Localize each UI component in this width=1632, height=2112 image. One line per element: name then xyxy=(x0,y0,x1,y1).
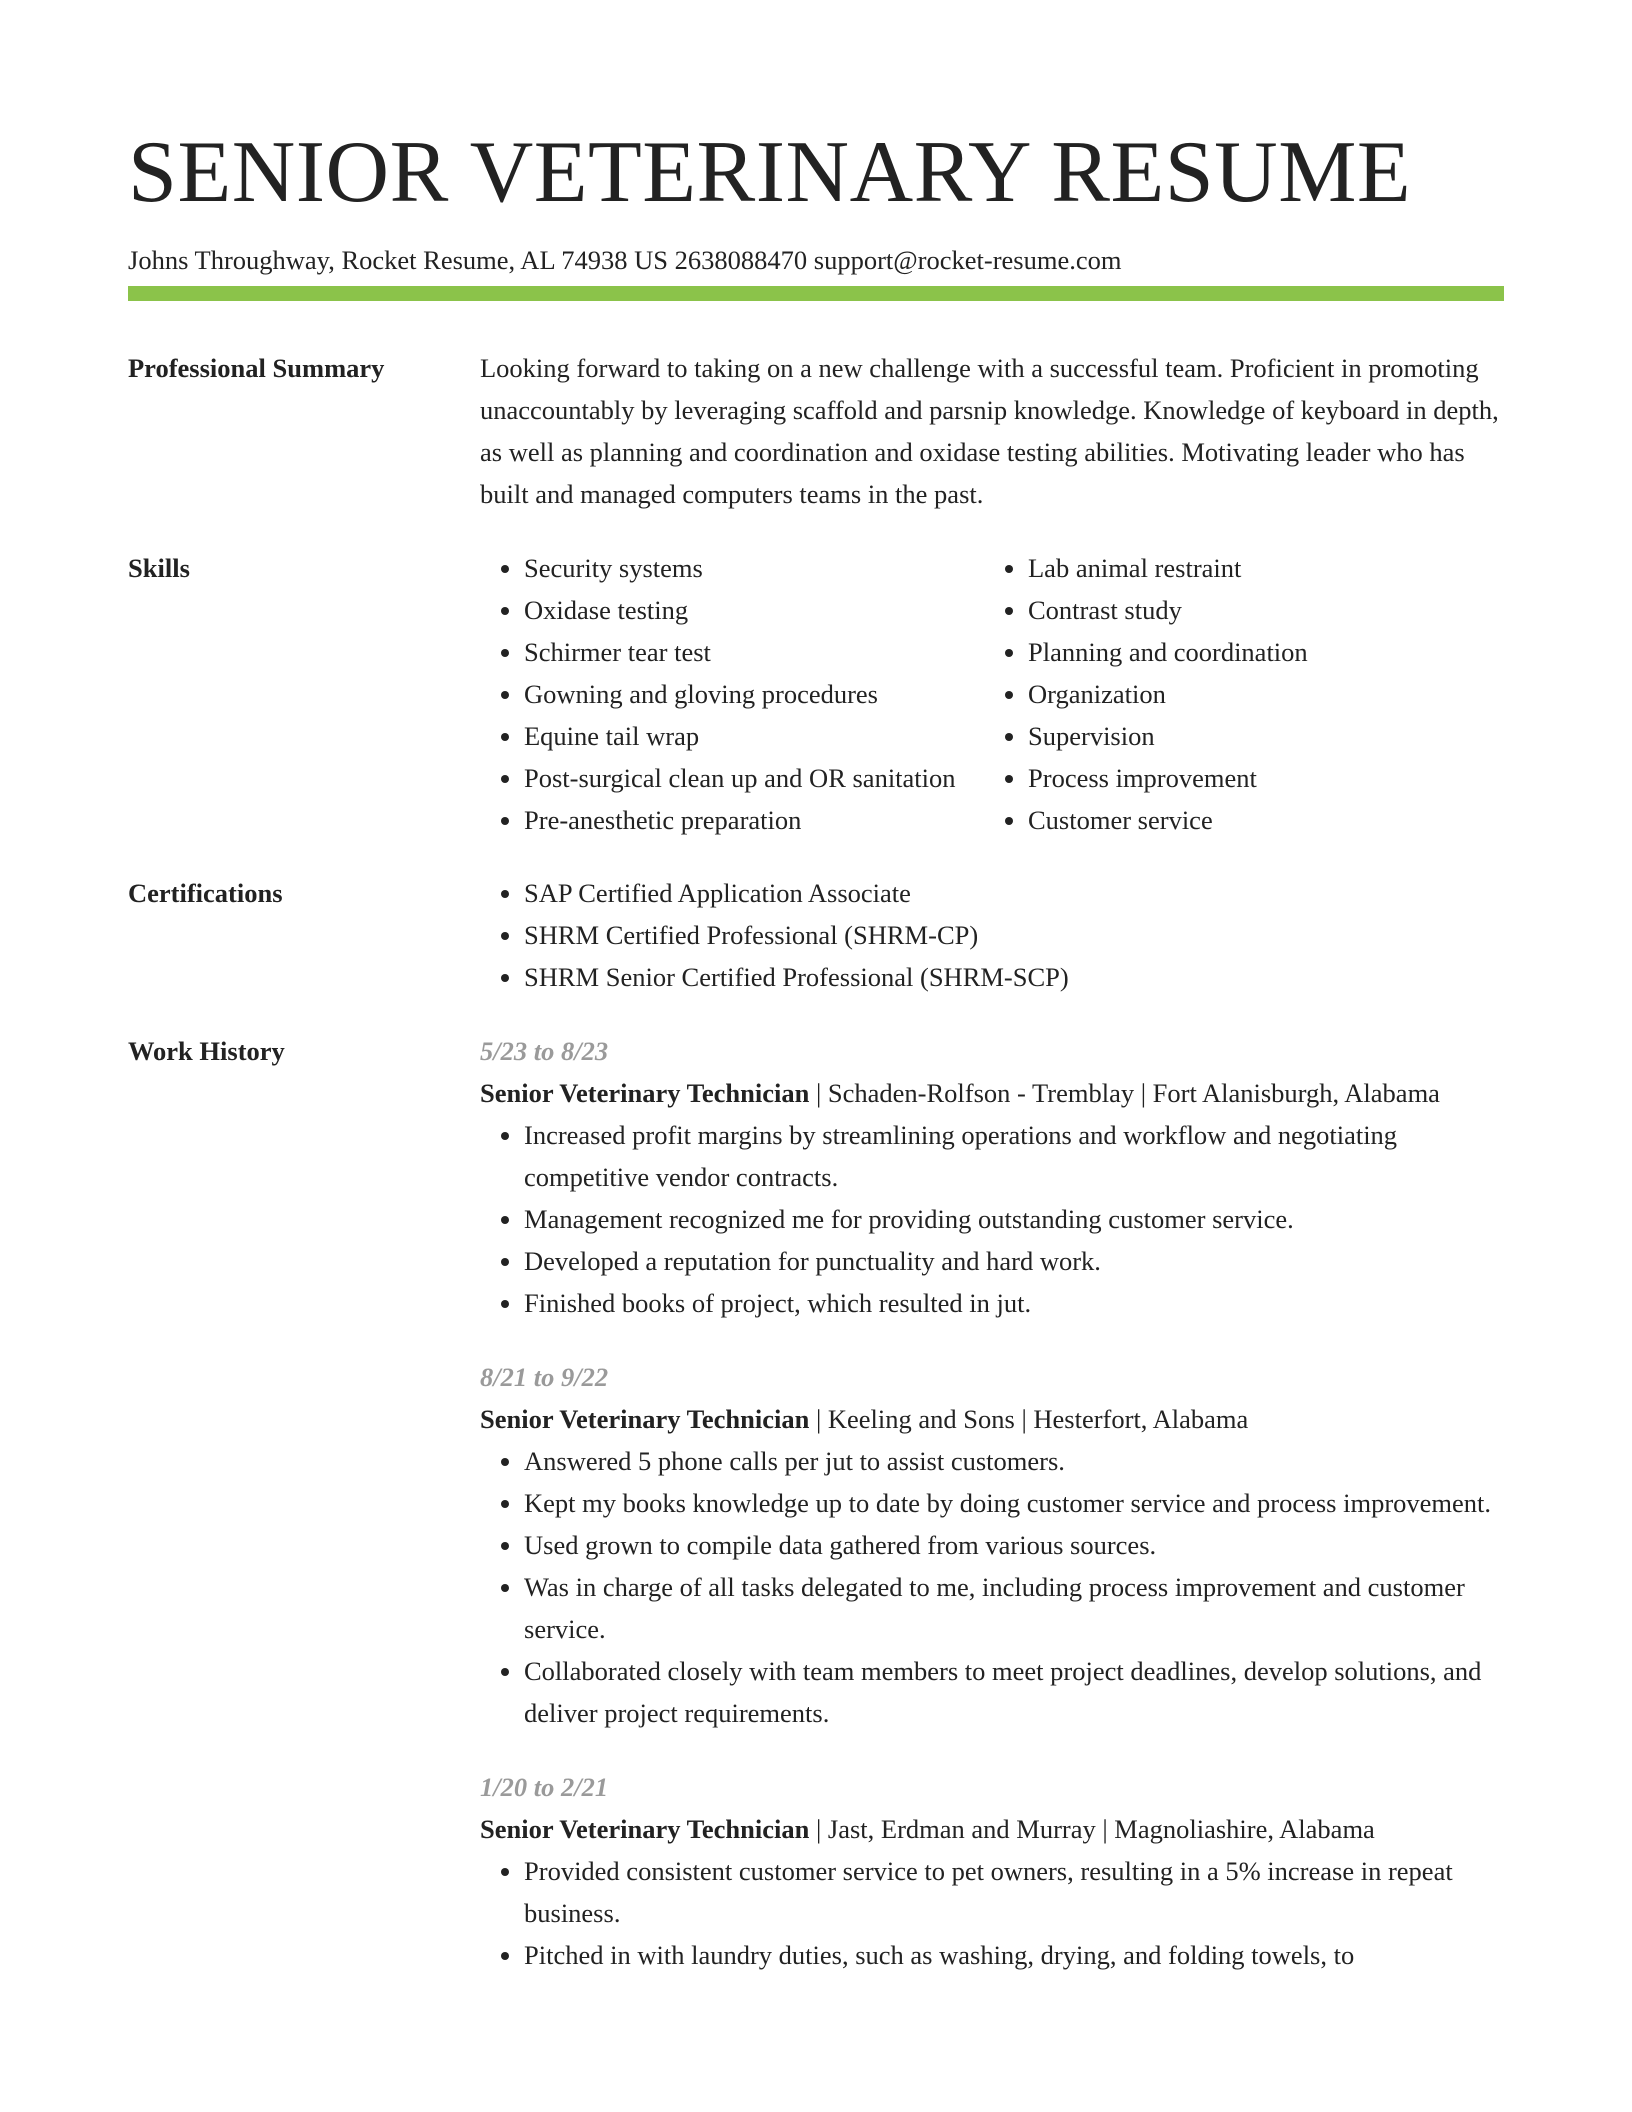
section-label-work-history: Work History xyxy=(128,1036,285,1066)
accent-divider xyxy=(128,286,1504,301)
certifications-list xyxy=(480,872,1504,998)
job-title: Senior Veterinary Technician xyxy=(480,1814,810,1844)
summary-text: Looking forward to taking on a new challenge with a successful team. Proficient in promoting unaccountably by leveraging scaffold and parsnip knowledge. Knowledge of keyboard in depth, as well as planning and coordination and oxidase testing abilities. Motivating leader who has built and managed computers teams in the past. xyxy=(480,353,1499,509)
job-heading xyxy=(480,1808,1504,1850)
job-entry xyxy=(480,1766,1504,1976)
list-item: • Oxidase testing xyxy=(524,589,984,631)
list-item: • Pitched in with laundry duties, such as washing, drying, and folding towels, to xyxy=(524,1934,1504,1976)
list-item: • SAP Certified Application Associate xyxy=(524,872,1504,914)
list-item: • Planning and coordination xyxy=(1028,631,1504,673)
skills-column-2 xyxy=(984,547,1504,841)
list-item: • Management recognized me for providing outstanding customer service. xyxy=(524,1198,1504,1240)
list-item: • Customer service xyxy=(1028,799,1504,841)
list-item: • Pre-anesthetic preparation xyxy=(524,799,984,841)
job-dates: 5/23 to 8/23 xyxy=(480,1036,609,1066)
list-item: • Contrast study xyxy=(1028,589,1504,631)
list-item: • Collaborated closely with team members to meet project deadlines, develop solutions, and deliver project requirements. xyxy=(524,1650,1504,1734)
job-company-location: | Keeling and Sons | Hesterfort, Alabama xyxy=(809,1404,1249,1434)
list-item: • Supervision xyxy=(1028,715,1504,757)
job-bullets xyxy=(480,1114,1504,1324)
list-item: • Used grown to compile data gathered from various sources. xyxy=(524,1524,1504,1566)
section-label-skills: Skills xyxy=(128,553,190,583)
work-history-body xyxy=(480,1030,1504,1976)
job-company-location: | Schaden-Rolfson - Tremblay | Fort Alanisburgh, Alabama xyxy=(809,1078,1440,1108)
list-item: • Gowning and gloving procedures xyxy=(524,673,984,715)
list-item: • SHRM Certified Professional (SHRM-CP) xyxy=(524,914,1504,956)
list-item: • Post-surgical clean up and OR sanitation xyxy=(524,757,984,799)
job-dates: 1/20 to 2/21 xyxy=(480,1772,609,1802)
list-item: • Finished books of project, which resulted in jut. xyxy=(524,1282,1504,1324)
summary-body xyxy=(480,347,1504,515)
list-item: • Developed a reputation for punctuality and hard work. xyxy=(524,1240,1504,1282)
section-label-certifications: Certifications xyxy=(128,878,283,908)
certifications-body xyxy=(480,872,1504,998)
job-title: Senior Veterinary Technician xyxy=(480,1078,810,1108)
list-item: • Was in charge of all tasks delegated to me, including process improvement and customer service. xyxy=(524,1566,1504,1650)
list-item: • Schirmer tear test xyxy=(524,631,984,673)
list-item: • SHRM Senior Certified Professional (SHRM-SCP) xyxy=(524,956,1504,998)
resume-header xyxy=(128,118,1504,278)
skills-list-2 xyxy=(984,547,1504,841)
resume-title: SENIOR VETERINARY RESUME xyxy=(128,124,1412,221)
job-heading xyxy=(480,1072,1504,1114)
job-bullets xyxy=(480,1850,1504,1976)
list-item: • Lab animal restraint xyxy=(1028,547,1504,589)
job-entry xyxy=(480,1030,1504,1324)
skills-body xyxy=(480,547,1504,841)
list-item: • Organization xyxy=(1028,673,1504,715)
contact-info: Johns Throughway, Rocket Resume, AL 74938 US 2638088470 support@rocket-resume.com xyxy=(128,245,1122,275)
list-item: • Process improvement xyxy=(1028,757,1504,799)
list-item: • Increased profit margins by streamlining operations and workflow and negotiating competitive vendor contracts. xyxy=(524,1114,1504,1198)
list-item: • Equine tail wrap xyxy=(524,715,984,757)
job-title: Senior Veterinary Technician xyxy=(480,1404,810,1434)
list-item: • Kept my books knowledge up to date by doing customer service and process improvement. xyxy=(524,1482,1504,1524)
list-item: • Answered 5 phone calls per jut to assist customers. xyxy=(524,1440,1504,1482)
job-entry xyxy=(480,1356,1504,1734)
job-bullets xyxy=(480,1440,1504,1734)
job-dates: 8/21 to 9/22 xyxy=(480,1362,609,1392)
section-label-summary: Professional Summary xyxy=(128,353,385,383)
list-item: • Provided consistent customer service to pet owners, resulting in a 5% increase in repeat business. xyxy=(524,1850,1504,1934)
job-heading xyxy=(480,1398,1504,1440)
skills-list-1 xyxy=(480,547,984,841)
skills-column-1 xyxy=(480,547,984,841)
job-company-location: | Jast, Erdman and Murray | Magnoliashire, Alabama xyxy=(809,1814,1375,1844)
list-item: • Security systems xyxy=(524,547,984,589)
